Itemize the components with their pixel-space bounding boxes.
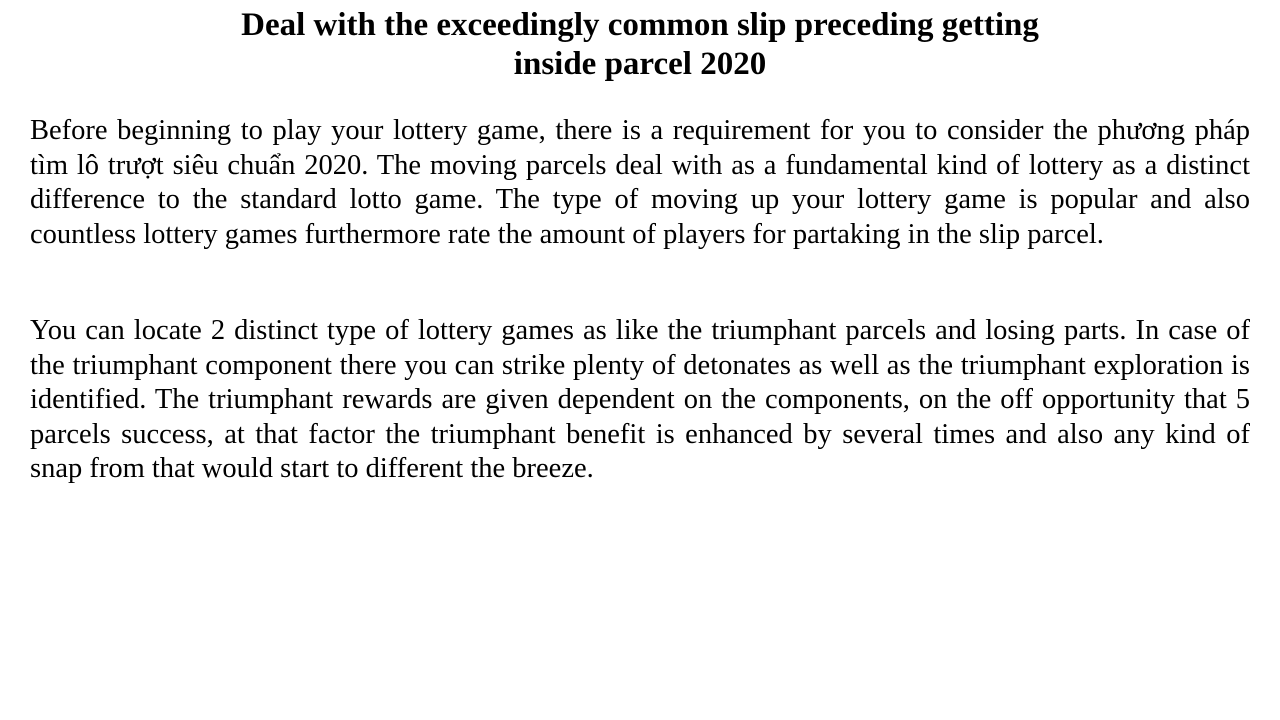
document-page [30,6,1250,487]
paragraph-1: Before beginning to play your lottery game, there is a requirement for you to consider the phương pháp tìm lô trượt siêu chuẩn 2020. The moving parcels deal with as a fundamental kind of lottery as a distinct difference to the standard lotto game. The type of moving up your lottery game is popular and also countless lottery games furthermore rate the amount of players for partaking in the slip parcel. [30,115,1250,250]
paragraph-2: You can locate 2 distinct type of lottery games as like the triumphant parcels and losing parts. In case of the triumphant component there you can strike plenty of detonates as well as the triumphant exploration is identified. The triumphant rewards are given dependent on the components, on the off opportunity that 5 parcels success, at that factor the triumphant benefit is enhanced by several times and also any kind of snap from that would start to different the breeze. [30,315,1250,484]
document-title: Deal with the exceedingly common slip preceding getting inside parcel 2020 [241,7,1039,82]
